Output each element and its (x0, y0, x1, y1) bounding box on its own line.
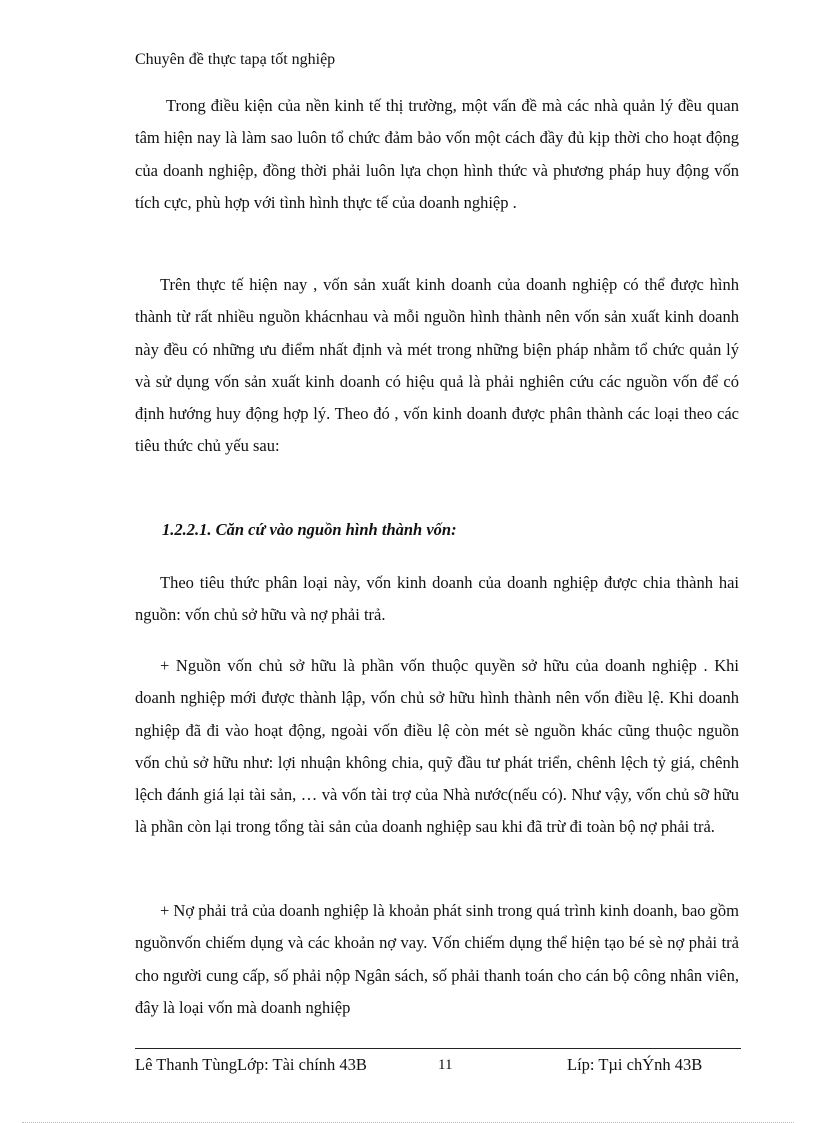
paragraph-1: Trong điều kiện của nền kinh tế thị trường, một vấn đề mà các nhà quản lý đều quan tâm hiện nay là làm sao luôn tổ chức đảm bảo vốn một cách đầy đủ kịp thời cho hoạt động của doanh nghiệp, đồng thời phải luôn lựa chọn hình thức và phương pháp huy động vốn tích cực, phù hợp với tình hình thực tế của doanh nghiệp . (135, 96, 739, 212)
paragraph-2: Trên thực tế hiện nay , vốn sản xuất kinh doanh của doanh nghiệp có thể được hình thành từ rất nhiều nguồn khácnhau và mỗi nguồn hình thành nên vốn sản xuất kinh doanh này đều có những ưu điểm nhất định và mét trong những biện pháp nhằm tổ chức quản lý và sử dụng vốn sản xuất kinh doanh có hiệu quả là phải nghiên cứu các nguồn vốn để có định hướng huy động hợp lý. Theo đó , vốn kinh doanh được phân thành các loại theo các tiêu thức chủ yếu sau: (135, 275, 739, 456)
page-header: Chuyên đề thực tapạ tốt nghiệp (135, 51, 336, 68)
page-number: 11 (438, 1057, 453, 1073)
paragraph-5: + Nợ phải trả của doanh nghiệp là khoản phát sinh trong quá trình kinh doanh, bao gồm nguồnvốn chiếm dụng và các khoản nợ vay. Vốn chiếm dụng thể hiện tạo bé sè nợ phải trả cho người cung cấp, số phải nộp Ngân sách, số phải thanh toán cho cán bộ công nhân viên, đây là loại vốn mà doanh nghiệp (135, 901, 739, 1017)
footer-author-class: Lê Thanh TùngLớp: Tài chính 43B (135, 1055, 367, 1074)
footer-divider (135, 1048, 741, 1049)
section-heading: 1.2.2.1. Căn cứ vào nguồn hình thành vốn: (162, 520, 457, 539)
footer-class-label: Líp: Tµi chÝnh 43B (567, 1055, 703, 1074)
paragraph-3: Theo tiêu thức phân loại này, vốn kinh doanh của doanh nghiệp được chia thành hai nguồn: vốn chủ sở hữu và nợ phải trả. (135, 573, 739, 625)
paragraph-4: + Nguồn vốn chủ sở hữu là phần vốn thuộc quyền sở hữu của doanh nghiệp . Khi doanh nghiệp mới được thành lập, vốn chủ sở hữu hình thành nên vốn điều lệ. Khi doanh nghiệp đã đi vào hoạt động, ngoài vốn điều lệ còn mét sè nguồn khác cũng thuộc nguồn vốn chủ sở hữu như: lợi nhuận không chia, quỹ đầu tư phát triển, chênh lệch tỷ giá, chênh lệch đánh giá lại tài sản, … và vốn tài trợ của Nhà nước(nếu có). Như vậy, vốn chủ sỡ hữu là phần còn lại trong tổng tài sản của doanh nghiệp sau khi đã trừ đi toàn bộ nợ phải trả. (135, 656, 739, 837)
